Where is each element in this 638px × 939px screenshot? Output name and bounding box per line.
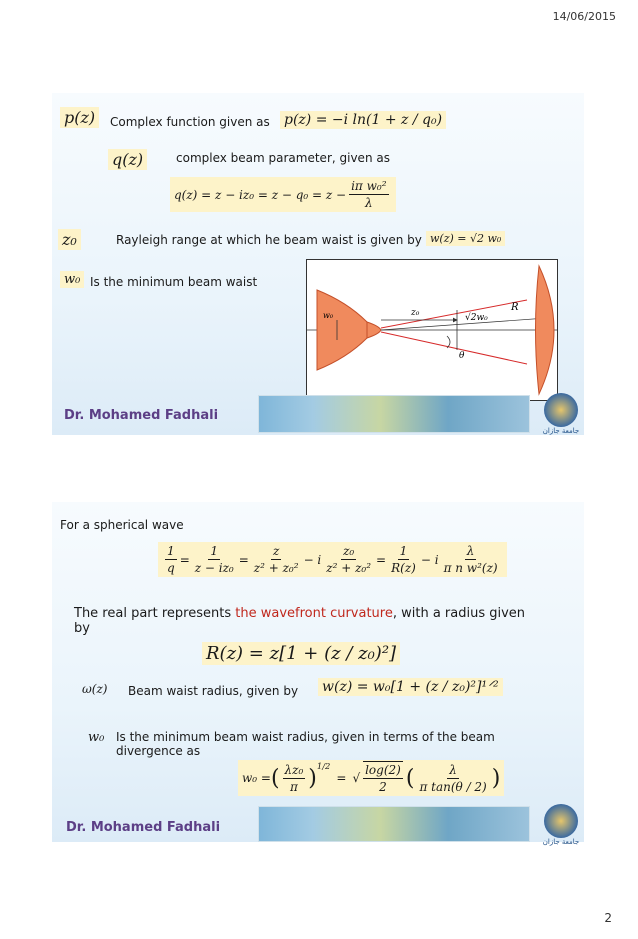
t5-den: R(z) [391, 561, 416, 575]
label-z0: z₀ [411, 308, 420, 318]
omega-description: Beam waist radius, given by [128, 684, 299, 698]
w0-formula-lhs: w₀ = [242, 771, 271, 785]
term-2 [193, 543, 236, 576]
eq-3: = [376, 552, 387, 567]
university-logo-2 [536, 804, 586, 846]
eq-2: = [238, 552, 249, 567]
footer-author: Dr. Mohamed Fadhali [64, 408, 219, 423]
term-4 [324, 543, 373, 576]
q-formula [170, 177, 396, 212]
t2-den: z − iz₀ [194, 561, 234, 575]
gaussian-beam-diagram [306, 259, 558, 401]
t6-den: π n w²(z) [443, 561, 498, 575]
slide-1 [52, 93, 584, 435]
w0-frac-2 [363, 761, 403, 795]
real-part-pre: The real part represents [74, 606, 236, 621]
omega-symbol: ω(z) [82, 682, 108, 696]
beam-figure [307, 260, 557, 400]
label-theta: θ [459, 351, 465, 361]
date-header: 14/06/2015 [552, 10, 616, 23]
t3-num: z [273, 544, 280, 558]
w0-f2-num: log(2) [365, 763, 401, 777]
waist-tip [367, 322, 381, 338]
omega-formula: w(z) = w₀[1 + (z / z₀)²]¹ᐟ² [318, 678, 503, 696]
intro-text: For a spherical wave [60, 518, 184, 532]
logo-text-2: جامعة جازان [542, 838, 580, 846]
w0-symbol: w₀ [60, 271, 84, 288]
p-symbol: p(z) [60, 107, 99, 128]
campus-banner-image [258, 395, 530, 433]
t4-den: z² + z₀² [326, 561, 372, 575]
t2-num: 1 [210, 544, 219, 558]
term-1 [165, 543, 177, 576]
divergence-upper [381, 300, 527, 328]
beam-waist-shape [317, 290, 367, 370]
w0-frac-3 [417, 762, 488, 795]
real-part-post: , with a radius given by [74, 606, 526, 636]
t6-num: λ [466, 544, 475, 558]
q-formula-fraction [349, 178, 388, 211]
wavefront-curvature-highlight: the wavefront curvature [235, 606, 393, 621]
t5-num: 1 [399, 544, 408, 558]
w0-description-2: Is the minimum beam waist radius, given in terms of the beam divergence as [116, 730, 495, 758]
p-formula: p(z) = −i ln(1 + z / q₀) [280, 111, 446, 129]
minus-i-2: − i [420, 552, 439, 567]
logo-emblem-icon-2 [544, 804, 578, 838]
R-formula: R(z) = z[1 + (z / z₀)²] [202, 642, 400, 665]
p-description: Complex function given as [110, 115, 270, 129]
t1-den: q [167, 561, 175, 575]
q-formula-num: iπ w₀² [351, 179, 387, 193]
real-part-text [74, 606, 534, 636]
w0-symbol-2: w₀ [88, 730, 105, 745]
far-field-wavefront [536, 266, 555, 394]
w0-exponent: 1/2 [316, 761, 331, 771]
w0-frac-1 [283, 762, 306, 795]
w0-description: Is the minimum beam waist [90, 275, 258, 289]
footer-author-2: Dr. Mohamed Fadhali [66, 820, 221, 835]
w0-f2-den: 2 [379, 780, 387, 794]
minus-i-1: − i [303, 552, 322, 567]
divergence-lower [381, 332, 527, 364]
w0-formula: w₀ = ( $\frac{\text{λz₀}}{\pi}$ ) $^{1/2}$ = √ $\frac{\log(2)}{2}$ ( $\frac{\lambda}{\text{π tan(θ / 2)}}$ ) [238, 760, 504, 796]
t3-den: z² + z₀² [253, 561, 299, 575]
term-3 [252, 543, 301, 576]
eq-1: = [179, 552, 190, 567]
w0-f3-den: π tan(θ / 2) [419, 779, 487, 794]
spherical-wave-formula [158, 542, 507, 577]
w0-eq: = [336, 771, 347, 785]
logo-text: جامعة جازان [542, 427, 580, 435]
z0-symbol: z₀ [58, 229, 81, 250]
q-formula-lhs: q(z) = z − iz₀ = z − q₀ = z − [174, 187, 347, 202]
q-description: complex beam parameter, given as [176, 151, 390, 165]
t4-num: z₀ [343, 544, 355, 558]
slide-2 [52, 502, 584, 846]
label-w0: w₀ [323, 311, 334, 320]
w0-f3-num: λ [449, 762, 457, 777]
q-formula-den: λ [365, 196, 373, 210]
w0-f1-den: π [289, 779, 298, 794]
campus-banner-image-2 [258, 806, 530, 842]
term-6 [442, 543, 500, 576]
logo-emblem-icon [544, 393, 578, 427]
q-symbol: q(z) [108, 149, 147, 170]
label-R: R [511, 302, 519, 313]
w0-f1-num: λz₀ [284, 762, 304, 777]
z0-formula: w(z) = √2 w₀ [426, 231, 505, 246]
university-logo [536, 393, 586, 435]
term-5 [389, 543, 418, 576]
t1-num: 1 [167, 544, 175, 558]
page-number: 2 [604, 911, 612, 925]
z0-description: Rayleigh range at which he beam waist is given by [116, 233, 422, 247]
label-sqrt2w0: √2w₀ [465, 313, 488, 323]
